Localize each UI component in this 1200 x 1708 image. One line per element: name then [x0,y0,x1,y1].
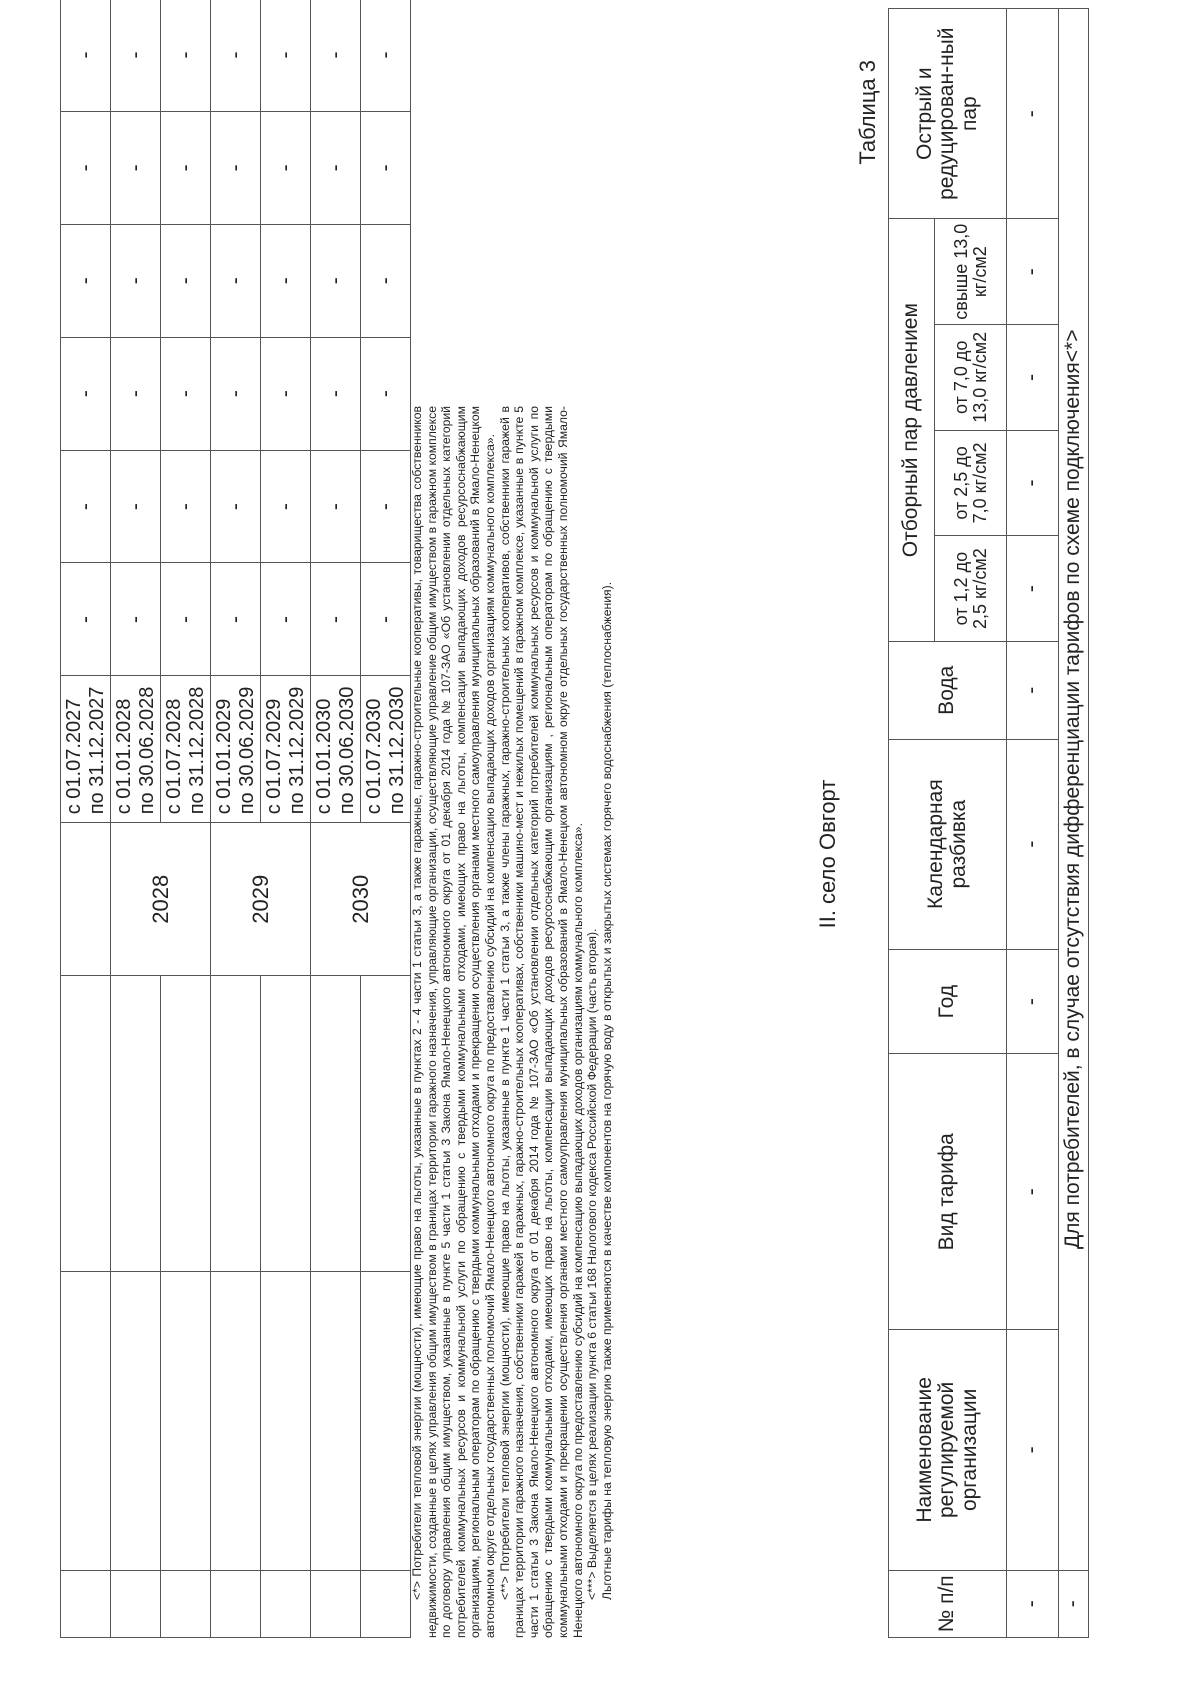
period-end: по 31.12.2027 [85,686,108,815]
footnotes [410,406,614,1638]
cell-value: - [261,563,311,676]
cell-num [111,1571,161,1638]
period-start: с 01.01.2030 [312,698,335,815]
cell-year [61,823,111,976]
cell-num [311,1571,361,1638]
cell-value: - [111,0,161,111]
footer-num: - [1059,1570,1089,1637]
cell-value: - [1007,641,1059,739]
cell-value: - [211,111,261,224]
cell-value: - [311,337,361,450]
footnote-3: <***> Выделяется в целях реализации пункта 6 статьи 168 Налогового кодекса Российской Федерации (часть вторая). [585,928,600,1600]
cell-tariff-type [311,976,361,1272]
footnote-1: <*> Потребители тепловой энергии (мощности), имеющие право на льготы, указанные в пунктах 2 - 4 части 1 статьи 3, а также гаражные, гаражно-строительные кооперативы, товарищества собственников недвижимости, созданные в целях управления общим имуществом в границах территории гаражного назначения, управляющие организации, осуществляющие управление общим имуществом в гаражном комплексе по договору управления общим имуществом, указанные в пункте 5 части 1 статьи 3 Закона Ямало-Ненецкого автономного округа от 01 декабря 2014 года № 107-ЗАО «Об установлении отдельных категорий потребителей коммунальных ресурсов и коммунальной услуги по обращению с твердыми коммунальными отходами, имеющих право на льготы, компенсации выпадающих доходов ресурсоснабжающим организациям, региональным операторам по обращению с твердыми коммунальными отходами и прекращении осуществления органами местного самоуправления муниципальных образований в Ямало-Ненецком автономном округе отдельных государственных полномочий Ямало-Ненецкого автономного округа по предоставлению субсидий на компенсацию выпадающих доходов организациям коммунального комплекса». [410,406,497,1638]
cell-value: - [361,0,411,111]
cell-value: - [261,111,311,224]
cell-value: - [161,450,211,563]
cell-value: - [261,224,311,337]
cell-num [61,1571,111,1638]
cell-period [211,676,261,823]
table-row [61,0,111,1638]
cell-num [261,1571,311,1638]
table-row [261,0,311,1638]
period-start: с 01.07.2030 [362,698,385,815]
tariff-table-continuation [60,0,411,1638]
cell-value: - [211,450,261,563]
cell-value: - [211,224,261,337]
cell-value: - [1007,739,1059,949]
header-year: Год [889,949,1007,1054]
cell-tariff-type [111,976,161,1272]
cell-value: - [111,563,161,676]
cell-value: - [311,0,361,111]
table-row [1007,9,1059,1638]
cell-value: - [361,563,411,676]
cell-value: - [311,111,361,224]
table-row [211,0,261,1638]
cell-org [361,1272,411,1571]
header-steam-3: от 7,0 до 13,0 кг/см2 [935,325,1007,431]
cell-value: - [311,563,361,676]
cell-value: - [111,450,161,563]
cell-org [261,1272,311,1571]
cell-period [311,676,361,823]
period-start: с 01.01.2028 [112,698,135,815]
period-end: по 31.12.2029 [285,686,308,815]
table-row [311,0,361,1638]
cell-value: - [61,111,111,224]
cell-num [161,1571,211,1638]
cell-year: 2029 [211,823,311,976]
cell-num [211,1571,261,1638]
header-num: № п/п [889,1570,1007,1637]
cell-num [361,1571,411,1638]
cell-value: - [1007,1330,1059,1570]
footer-text: Для потребителей, в случае отсутствия дифференциации тарифов по схеме подключения<*> [1059,9,1089,1571]
period-end: по 31.12.2030 [385,686,408,815]
cell-value: - [161,0,211,111]
header-steam-4: свыше 13,0 кг/см2 [935,219,1007,325]
period-start: с 01.07.2027 [62,698,85,815]
cell-period [361,676,411,823]
cell-period [111,676,161,823]
footnote-2: <**> Потребители тепловой энергии (мощности), имеющие право на льготы, указанные в пункте 1 части 1 статьи 3, а также члены гаражных, гаражно-строительных кооперативов, собственники гаражей в границах территории гаражного назначения, собственники гаражей в гаражных, гаражно-строительных кооперативах, собственники машино-мест и нежилых помещений в гаражном комплексе, указанные в пункте 5 части 1 статьи 3 Закона Ямало-Ненецкого автономного округа от 01 декабря 2014 года № 107-ЗАО «Об установлении отдельных категорий потребителей коммунальных ресурсов и коммунальной услуги по обращению с твердыми коммунальными отходами, имеющих право на льготы, компенсации выпадающих доходов ресурсоснабжающим организациям , региональным операторам по обращению с твердыми коммунальными отходами и прекращении осуществления органами местного самоуправления муниципальных образований в Ямало-Ненецком автономном округе отдельных государственных полномочий Ямало-Ненецкого автономного округа по предоставлению субсидий на компенсацию выпадающих доходов организациям коммунального комплекса». [497,406,585,1638]
cell-value: - [311,224,361,337]
cell-org [161,1272,211,1571]
header-org: Наименование регулируемой организации [889,1330,1007,1570]
header-steam-2: от 2,5 до 7,0 кг/см2 [935,430,1007,536]
cell-value: - [1007,9,1059,219]
cell-value: - [361,111,411,224]
header-sharp-steam: Острый и редуцирован-ный пар [889,9,1007,219]
cell-value: - [1007,325,1059,431]
header-steam-1: от 1,2 до 2,5 кг/см2 [935,536,1007,642]
cell-value: - [361,224,411,337]
cell-value: - [261,0,311,111]
period-end: по 30.06.2028 [135,686,158,815]
tariff-table-3 [888,8,1089,1638]
cell-value: - [111,111,161,224]
period-end: по 30.06.2030 [335,686,358,815]
cell-value: - [61,224,111,337]
period-end: по 30.06.2029 [235,686,258,815]
table-row [161,0,211,1638]
cell-value: - [261,450,311,563]
cell-value: - [211,337,261,450]
cell-org [61,1272,111,1571]
cell-value: - [1007,949,1059,1054]
section-title: II. село Овгорт [815,779,840,929]
cell-tariff-type [61,976,111,1272]
period-end: по 31.12.2028 [185,686,208,815]
period-start: с 01.01.2029 [212,698,235,815]
cell-year: 2030 [311,823,411,976]
cell-tariff-type [161,976,211,1272]
cell-period [161,676,211,823]
cell-period [61,676,111,823]
cell-value: - [361,450,411,563]
table-caption: Таблица 3 [855,60,880,165]
cell-value: - [61,337,111,450]
cell-value: - [161,111,211,224]
cell-org [311,1272,361,1571]
header-water: Вода [889,641,1007,739]
cell-tariff-type [261,976,311,1272]
cell-value: - [111,224,161,337]
cell-tariff-type [211,976,261,1272]
cell-value: - [311,450,361,563]
cell-value: - [261,337,311,450]
cell-value: - [1007,219,1059,325]
table-row [111,0,161,1638]
cell-value: - [61,450,111,563]
footnote-4: Льготные тарифы на тепловую энергию также применяются в качестве компонентов на горячую воду в открытых и закрытых системах горячего водоснабжения (теплоснабжения). [599,581,614,1600]
cell-value: - [211,563,261,676]
header-calendar: Календарная разбивка [889,739,1007,949]
cell-value: - [1007,536,1059,642]
cell-value: - [1007,1054,1059,1330]
period-start: с 01.07.2028 [162,698,185,815]
cell-org [111,1272,161,1571]
header-tariff-type: Вид тарифа [889,1054,1007,1330]
cell-value: - [161,224,211,337]
cell-year: 2028 [111,823,211,976]
period-start: с 01.07.2029 [262,698,285,815]
table-row-footer [1059,9,1089,1638]
table-row [361,0,411,1638]
header-steam: Отборный пар давлением [889,219,935,642]
cell-tariff-type [361,976,411,1272]
cell-value: - [61,0,111,111]
cell-org [211,1272,261,1571]
cell-value: - [1007,430,1059,536]
cell-value: - [361,337,411,450]
cell-value: - [111,337,161,450]
cell-value: - [211,0,261,111]
cell-value: - [161,563,211,676]
cell-value: - [161,337,211,450]
cell-value: - [61,563,111,676]
cell-period [261,676,311,823]
cell-value: - [1007,1570,1059,1637]
